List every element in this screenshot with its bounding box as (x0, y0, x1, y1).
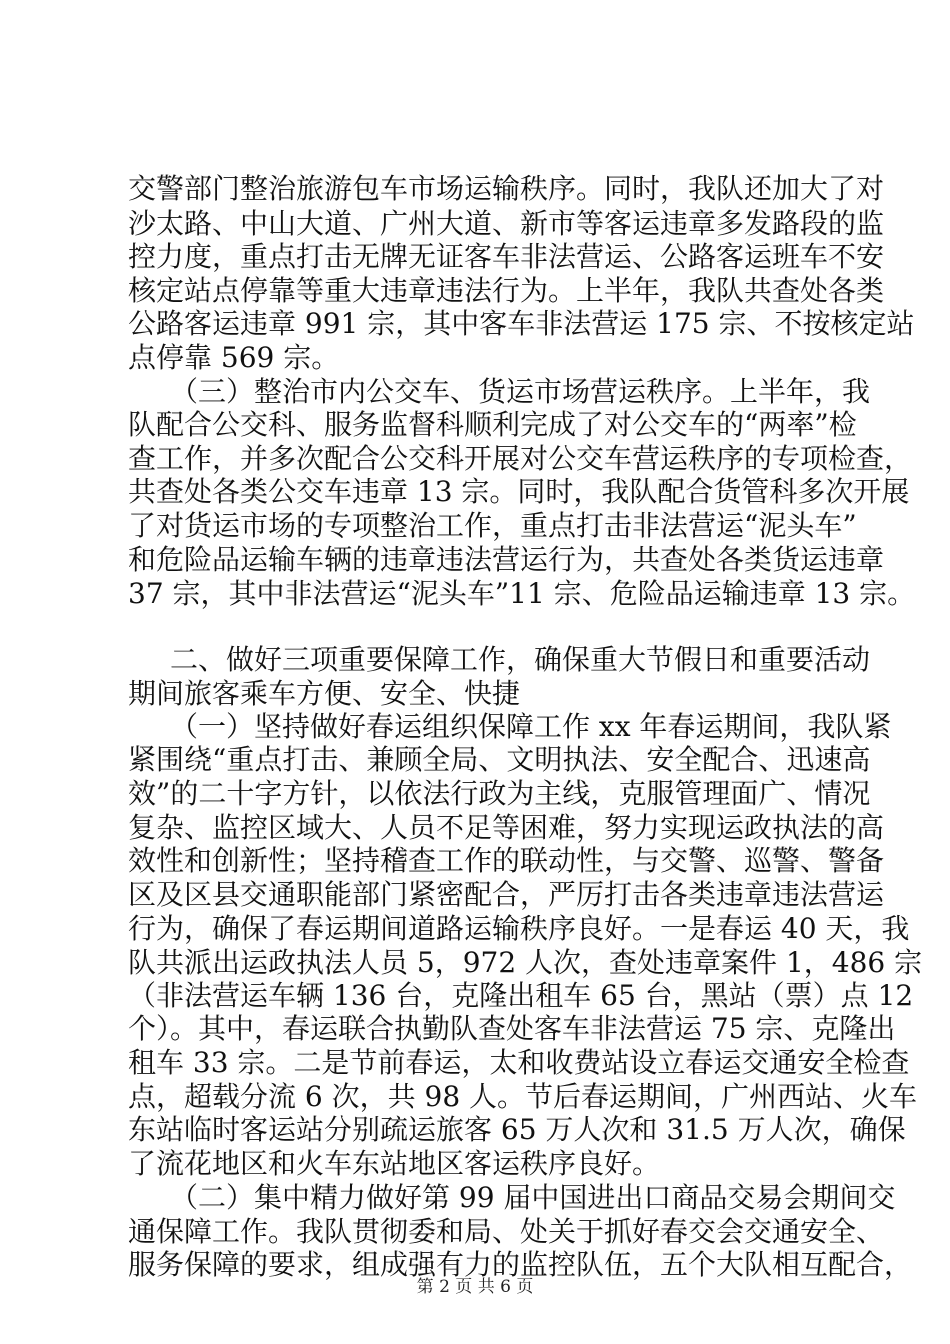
section-heading: 二、做好三项重要保障工作，确保重大节假日和重要活动 (170, 643, 871, 676)
text-line: 复杂、监控区域大、人员不足等困难，努力实现运政执法的高 (128, 811, 885, 844)
section-heading: 期间旅客乘车方便、安全、快捷 (128, 677, 521, 710)
text-line: 效”的二十字方针，以依法行政为主线，克服管理面广、情况 (128, 777, 871, 810)
text-line: 37 宗，其中非法营运“泥头车”11 宗、危险品运输违章 13 宗。 (128, 577, 916, 610)
text-line: 公路客运违章 991 宗，其中客车非法营运 175 宗、不按核定站 (128, 307, 915, 340)
text-line: 了对货运市场的专项整治工作，重点打击非法营运“泥头车” (128, 509, 857, 542)
text-line: （一）坚持做好春运组织保障工作 xx 年春运期间，我队紧 (170, 710, 892, 743)
text-line: 了流花地区和火车东站地区客运秩序良好。 (128, 1147, 661, 1180)
text-line: 租车 33 宗。二是节前春运，太和收费站设立春运交通安全检查 (128, 1046, 910, 1079)
text-line: 队配合公交科、服务监督科顺利完成了对公交车的“两率”检 (128, 408, 857, 441)
text-line: （非法营运车辆 136 台，克隆出租车 65 台，黑站（票）点 12 (128, 979, 914, 1012)
text-line: 和危险品运输车辆的违章违法营运行为，共查处各类货运违章 (128, 543, 885, 576)
text-line: 点，超载分流 6 次，共 98 人。节后春运期间，广州西站、火车 (128, 1080, 918, 1113)
text-line: 效性和创新性；坚持稽查工作的联动性，与交警、巡警、警备 (128, 844, 885, 877)
text-line: 东站临时客运站分别疏运旅客 65 万人次和 31.5 万人次，确保 (128, 1113, 906, 1146)
text-line: 服务保障的要求，组成强有力的监控队伍，五个大队相互配合， (128, 1248, 913, 1281)
text-line: 队共派出运政执法人员 5，972 人次，查处违章案件 1，486 宗 (128, 946, 923, 979)
text-line: 沙太路、中山大道、广州大道、新市等客运违章多发路段的监 (128, 207, 885, 240)
text-line: 核定站点停靠等重大违章违法行为。上半年，我队共查处各类 (128, 274, 885, 307)
text-line: 区及区县交通职能部门紧密配合，严厉打击各类违章违法营运 (128, 878, 885, 911)
page-number-footer: 第 2 页 共 6 页 (416, 1277, 534, 1297)
text-line: 行为，确保了春运期间道路运输秩序良好。一是春运 40 天，我 (128, 912, 910, 945)
text-line: 共查处各类公交车违章 13 宗。同时，我队配合货管科多次开展 (128, 475, 910, 508)
text-line: 交警部门整治旅游包车市场运输秩序。同时，我队还加大了对 (128, 172, 885, 205)
text-line: 点停靠 569 宗。 (128, 341, 340, 374)
text-line: 紧围绕“重点打击、兼顾全局、文明执法、安全配合、迅速高 (128, 743, 871, 776)
text-line: （三）整治市内公交车、货运市场营运秩序。上半年，我 (170, 375, 871, 408)
text-line: 个）。其中，春运联合执勤队查处客车非法营运 75 宗、克隆出 (128, 1012, 896, 1045)
text-line: （二）集中精力做好第 99 届中国进出口商品交易会期间交 (170, 1181, 896, 1214)
text-line: 查工作，并多次配合公交科开展对公交车营运秩序的专项检查， (128, 442, 913, 475)
text-line: 控力度，重点打击无牌无证客车非法营运、公路客运班车不安 (128, 240, 885, 273)
text-line: 通保障工作。我队贯彻委和局、处关于抓好春交会交通安全、 (128, 1215, 885, 1248)
